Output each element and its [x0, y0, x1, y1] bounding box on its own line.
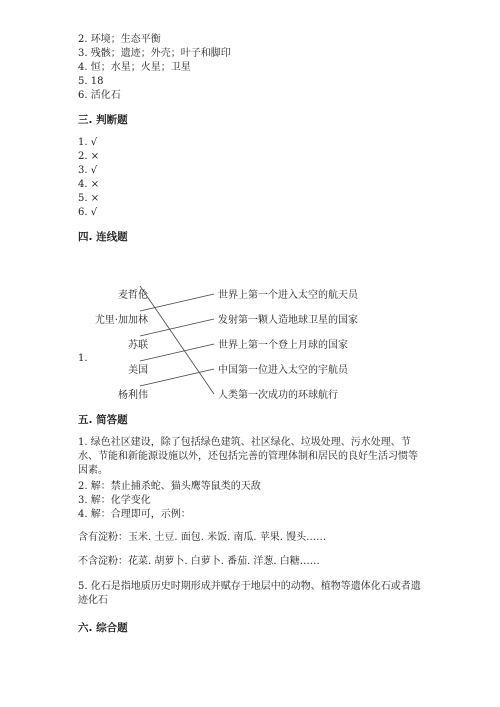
match-left-item: 苏联 [128, 340, 148, 351]
short-answer-4: 4. 解：合理即可，示例： [78, 509, 191, 520]
answer-line-2-2: 2. 环境；生态平衡 [78, 34, 161, 45]
match-connector-line [140, 344, 214, 361]
answer-line-2-4: 4. 恒；水星；火星；卫星 [78, 62, 191, 73]
section-6-heading: 六. 综合题 [78, 622, 128, 634]
short-answer-5: 5. 化石是指地质历史时期形成并赋存于地层中的动物、植物等遗体化石或者遗迹化石 [78, 581, 421, 606]
match-right-item: 世界上第一个登上月球的国家 [218, 340, 348, 351]
match-left-item: 杨利伟 [118, 390, 148, 401]
judge-item: 4. × [78, 179, 100, 190]
match-left-item: 美国 [128, 365, 148, 376]
section-5-heading: 五. 简答题 [78, 414, 128, 426]
judge-item: 2. × [78, 151, 100, 162]
judge-item: 6. √ [78, 207, 98, 218]
matching-item-number: 1. [78, 353, 88, 364]
match-left-item: 尤里·加加林 [94, 315, 148, 326]
short-answer-1: 1. 绿色社区建设，除了包括绿色建筑、社区绿化、垃圾处理、污水处理、节水、节能和新能源设施以外，还包括完善的管理体制和居民的良好生活习惯等因素。 [78, 437, 418, 476]
match-right-item: 世界上第一个进入太空的航天员 [218, 290, 358, 301]
section-4-heading: 四. 连线题 [78, 231, 128, 243]
match-right-item: 中国第一位进入太空的宇航员 [218, 365, 348, 376]
non-starch-foods: 不含淀粉：花菜. 胡萝卜. 白萝卜. 番茄. 洋葱. 白糖…… [78, 556, 320, 567]
section-3-heading: 三. 判断题 [78, 114, 128, 126]
answer-line-2-6: 6. 活化石 [78, 90, 121, 101]
match-right-item: 发射第一颗人造地球卫星的国家 [218, 315, 358, 326]
judge-item: 5. × [78, 193, 100, 204]
match-right-item: 人类第一次成功的环球航行 [218, 390, 338, 401]
match-left-item: 麦哲伦 [118, 290, 148, 301]
answer-line-2-5: 5. 18 [78, 76, 104, 87]
judge-item: 3. √ [78, 165, 98, 176]
match-connector-line [140, 319, 214, 336]
short-answer-2: 2. 解：禁止捕杀蛇、猫头鹰等鼠类的天敌 [78, 481, 261, 492]
judge-item: 1. √ [78, 137, 98, 148]
short-answer-3: 3. 解：化学变化 [78, 495, 151, 506]
answer-line-2-3: 3. 残骸；遗迹；外壳；叶子和脚印 [78, 48, 231, 59]
matching-diagram [78, 276, 378, 406]
starch-foods: 含有淀粉：玉米. 土豆. 面包. 米饭. 南瓜. 苹果. 馒头…… [78, 532, 327, 543]
